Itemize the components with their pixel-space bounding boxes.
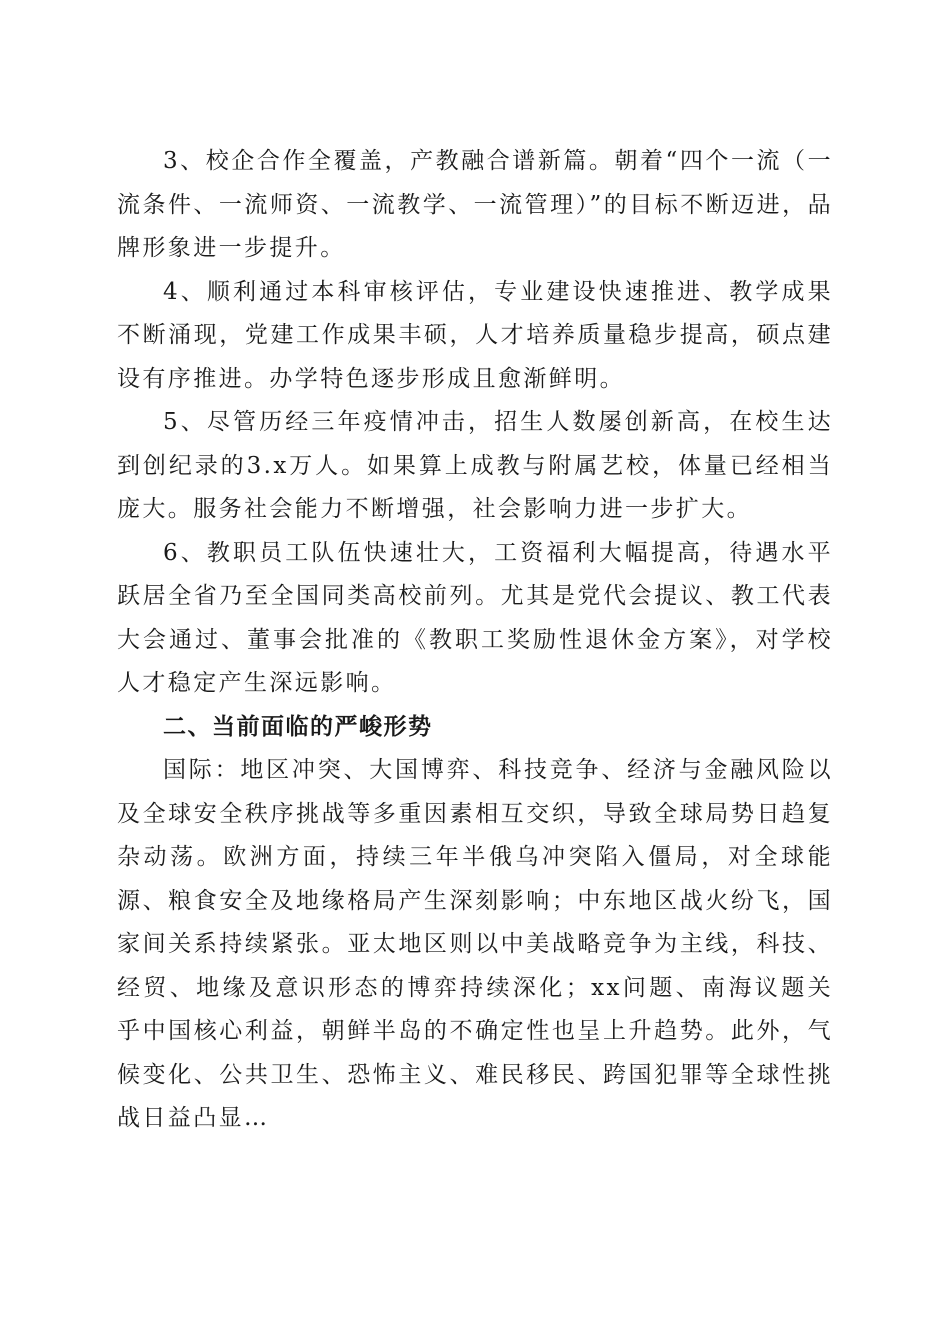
section-heading: 二、当前面临的严峻形势: [163, 713, 433, 740]
international-paragraph: 国际：地区冲突、大国博弈、科技竞争、经济与金融风险以及全球安全秩序挑战等多重因素相互交织，导致全球局势日趋复杂动荡。欧洲方面，持续三年半俄乌冲突陷入僵局，对全球能源、粮食安全及地缘格局产生深刻影响；中东地区战火纷飞，国家间关系持续紧张。亚太地区则以中美战略竞争为主线，科技、经贸、地缘及意识形态的博弈持续深化；xx问题、南海议题关乎中国核心利益，朝鲜半岛的不确定性也呈上升趋势。此外，气候变化、公共卫生、恐怖主义、难民移民、跨国犯罪等全球性挑战日益凸显…: [117, 757, 833, 1131]
paragraph-3: 3、校企合作全覆盖，产教融合谱新篇。朝着“四个一流（一流条件、一流师资、一流教学、一流管理）”的目标不断迈进，品牌形象进一步提升。: [117, 148, 833, 261]
paragraph-6: 6、教职员工队伍快速壮大，工资福利大幅提高，待遇水平跃居全省乃至全国同类高校前列。尤其是党代会提议、教工代表大会通过、董事会批准的《教职工奖励性退休金方案》，对学校人才稳定产生深远影响。: [117, 539, 833, 696]
document-page: [117, 140, 833, 1141]
paragraph-5: 5、尽管历经三年疫情冲击，招生人数屡创新高，在校生达到创纪录的3.x万人。如果算上成教与附属艺校，体量已经相当庞大。服务社会能力不断增强，社会影响力进一步扩大。: [117, 409, 833, 522]
paragraph-4: 4、顺利通过本科审核评估，专业建设快速推进、教学成果不断涌现，党建工作成果丰硕，人才培养质量稳步提高，硕点建设有序推进。办学特色逐步形成且愈渐鲜明。: [117, 278, 833, 392]
